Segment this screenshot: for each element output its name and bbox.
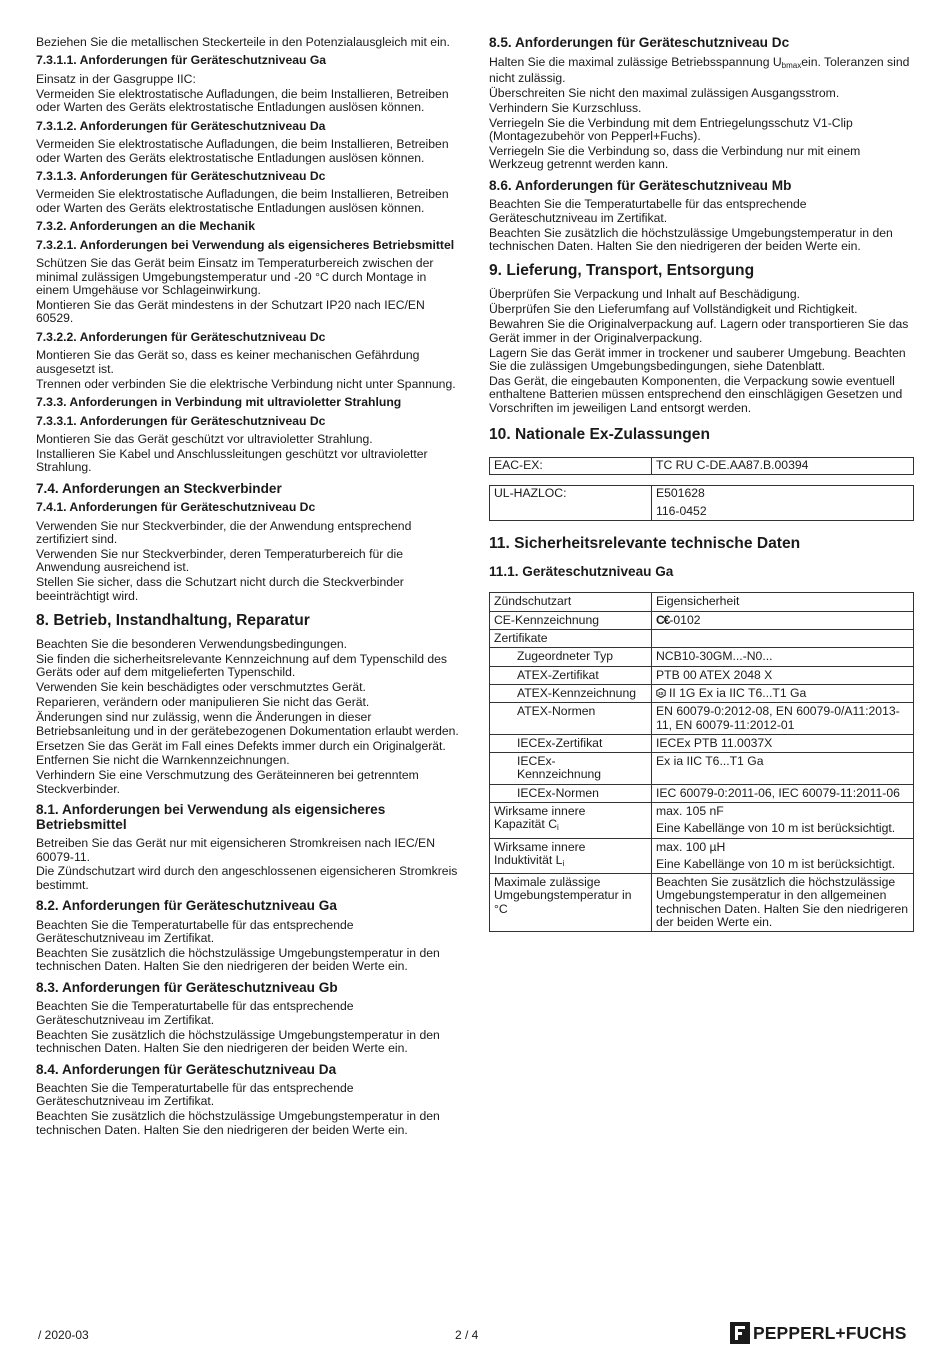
table-key: ATEX-Kennzeichnung: [490, 684, 652, 702]
cell-line: max. 100 µH: [656, 839, 726, 854]
paragraph: Beachten Sie zusätzlich die höchstzulässige Umgebungstemperatur in den technischen Daten. Halten Sie den niedrigeren der beiden Werte ein.: [36, 1027, 440, 1056]
right-column: [489, 36, 914, 932]
text-span: Wirksame innere Induktivität L: [494, 839, 586, 867]
cell-line: Eine Kabellänge von 10 m ist berücksichtigt.: [656, 856, 896, 871]
cell-line: E501628: [656, 486, 705, 501]
paragraph: Verhindern Sie eine Verschmutzung des Geräteinneren bei getrenntem Steckverbinder.: [36, 768, 419, 796]
footer-page-number: 2 / 4: [455, 1328, 479, 1342]
table-key: Zündschutzart: [490, 593, 652, 611]
table-value: EN 60079-0:2012-08, EN 60079-0/A11:2013-11, EN 60079-11:2012-01: [652, 703, 914, 735]
table-row: [490, 784, 914, 802]
table-value: Eigensicherheit: [652, 593, 914, 611]
paragraph: Stellen Sie sicher, dass die Schutzart nicht durch die Steckverbinder beeinträchtigt wird.: [36, 575, 404, 603]
paragraph: Schützen Sie das Gerät beim Einsatz im Temperaturbereich zwischen der minimal zulässigen Umgebungstemperatur und -20 °C durch Montage in einem Umgehäuse vor Schlageinwirkung.: [36, 256, 434, 298]
paragraph: Beachten Sie die besonderen Verwendungsbedingungen.: [36, 637, 348, 652]
paragraph: Reparieren, verändern oder manipulieren Sie nicht das Gerät.: [36, 695, 370, 710]
table-value: [652, 838, 914, 874]
subscript: i: [562, 858, 565, 868]
table-key: [490, 838, 652, 874]
table-key: IECEx-Zertifikat: [490, 734, 652, 752]
paragraph: Montieren Sie das Gerät mindestens in der Schutzart IP20 nach IEC/EN 60529.: [36, 297, 425, 326]
paragraph: Einsatz in der Gasgruppe IIC:: [36, 71, 196, 86]
paragraph: Das Gerät, die eingebauten Komponenten, die Verpackung sowie eventuell enthaltene Batterien müssen entsprechend den einschlägigen Gesetzen und Vorschriften im jeweiligen Land entsorgt werden.: [489, 373, 903, 415]
brand-name: PEPPERL+FUCHS: [753, 1322, 907, 1343]
paragraph: Bewahren Sie die Originalverpackung auf. Lagern oder transportieren Sie das Gerät immer in der Originalverpackung.: [489, 317, 909, 345]
heading-7-4-1: 7.4.1. Anforderungen für Geräteschutzniveau Dc: [36, 500, 316, 515]
eac-table: [489, 457, 914, 475]
paragraph: Sie finden die sicherheitsrelevante Kennzeichnung auf dem Typenschild des Geräts oder auf dem mitgelieferten Typenschild.: [36, 652, 448, 680]
heading-8-3: 8.3. Anforderungen für Geräteschutzniveau Gb: [36, 979, 338, 995]
table-row: [490, 648, 914, 666]
table-row: [490, 486, 914, 521]
paragraph: [489, 56, 914, 86]
paragraph: Die Zündschutzart wird durch den angeschlossenen eigensicheren Stromkreis bestimmt.: [36, 864, 458, 892]
paragraph: Installieren Sie Kabel und Anschlussleitungen geschützt vor ultravioletter Strahlung.: [36, 446, 428, 475]
table-value: [652, 684, 914, 702]
table-value: Ex ia IIC T6...T1 Ga: [652, 753, 914, 785]
ce-mark-icon: C​€: [656, 612, 670, 627]
table-value: PTB 00 ATEX 2048 X: [652, 666, 914, 684]
heading-7-3-1-3: 7.3.1.3. Anforderungen für Geräteschutzniveau Dc: [36, 168, 326, 183]
heading-7-3-3: 7.3.3. Anforderungen in Verbindung mit ultravioletter Strahlung: [36, 395, 402, 409]
heading-9: 9. Lieferung, Transport, Entsorgung: [489, 262, 755, 280]
table-key: [490, 802, 652, 838]
table-key: IECEx-Kennzeichnung: [490, 753, 652, 785]
heading-7-3-2-2: 7.3.2.2. Anforderungen für Geräteschutzniveau Dc: [36, 329, 326, 344]
paragraph: Verwenden Sie nur Steckverbinder, die der Anwendung entsprechend zertifiziert sind.: [36, 518, 412, 547]
heading-8-5: 8.5. Anforderungen für Geräteschutzniveau Dc: [489, 35, 790, 50]
heading-7-3-1-2: 7.3.1.2. Anforderungen für Geräteschutzniveau Da: [36, 118, 326, 133]
table-value: IEC 60079-0:2011-06, IEC 60079-11:2011-06: [652, 784, 914, 802]
table-value: [652, 802, 914, 838]
paragraph: Überprüfen Sie Verpackung und Inhalt auf Beschädigung.: [489, 287, 801, 302]
cell-line: max. 105 nF: [656, 803, 724, 818]
heading-8-6: 8.6. Anforderungen für Geräteschutzniveau Mb: [489, 177, 792, 193]
table-key: EAC-EX:: [490, 458, 652, 475]
pepperl-fuchs-logo-icon: [730, 1322, 750, 1344]
table-value: NCB10-30GM...-N0...: [652, 648, 914, 666]
table-value: IECEx PTB 11.0037X: [652, 734, 914, 752]
paragraph: Montieren Sie das Gerät so, dass es keiner mechanischen Gefährdung ausgesetzt ist.: [36, 348, 420, 376]
brand-logo: [730, 1322, 907, 1344]
ul-table: [489, 485, 914, 521]
table-row: [490, 802, 914, 838]
table-key: ATEX-Zertifikat: [490, 666, 652, 684]
table-value: [652, 630, 914, 648]
table-key: Zertifikate: [490, 630, 652, 648]
left-column: [36, 36, 460, 1139]
paragraph: Verriegeln Sie die Verbindung so, dass die Verbindung nur mit einem Werkzeug getrennt werden kann.: [489, 143, 861, 172]
heading-7-3-2-1: 7.3.2.1. Anforderungen bei Verwendung als eigensicheres Betriebsmittel: [36, 237, 455, 252]
heading-11: 11. Sicherheitsrelevante technische Daten: [489, 534, 801, 552]
cell-line: Eine Kabellänge von 10 m ist berücksichtigt.: [656, 821, 896, 836]
table-row: [490, 734, 914, 752]
paragraph: Trennen oder verbinden Sie die elektrische Verbindung nicht unter Spannung.: [36, 376, 456, 391]
heading-8: 8. Betrieb, Instandhaltung, Reparatur: [36, 612, 310, 630]
table-value: [652, 611, 914, 629]
table-value: Beachten Sie zusätzlich die höchstzulässige Umgebungstemperatur in den allgemeinen technischen Daten. Halten Sie den niedrigeren der beiden Werte ein.: [652, 874, 914, 932]
heading-7-3-3-1: 7.3.3.1. Anforderungen für Geräteschutzniveau Dc: [36, 413, 326, 428]
text-span: Halten Sie die maximal zulässige Betriebsspannung U: [489, 54, 782, 69]
heading-7-4: 7.4. Anforderungen an Steckverbinder: [36, 480, 282, 496]
paragraph: Vermeiden Sie elektrostatische Aufladungen, die beim Installieren, Betreiben oder Warten des Geräts elektrostatische Entladungen auslösen können.: [36, 137, 449, 165]
paragraph: Änderungen sind nur zulässig, wenn die Änderungen in dieser Betriebsanleitung und in der gerätebezogenen Dokumentation erlaubt werden.: [36, 710, 459, 738]
table-key: Maximale zulässige Umgebungstemperatur in °C: [490, 874, 652, 932]
paragraph: Ersetzen Sie das Gerät im Fall eines Defekts immer durch ein Originalgerät.: [36, 738, 446, 753]
paragraph: Montieren Sie das Gerät geschützt vor ultravioletter Strahlung.: [36, 432, 373, 446]
heading-10: 10. Nationale Ex-Zulassungen: [489, 426, 710, 444]
heading-8-2: 8.2. Anforderungen für Geräteschutzniveau Ga: [36, 898, 337, 914]
paragraph: Beachten Sie zusätzlich die höchstzulässige Umgebungstemperatur in den technischen Daten. Halten Sie den niedrigeren der beiden Werte ein.: [489, 225, 893, 253]
paragraph: Beachten Sie zusätzlich die höchstzulässige Umgebungstemperatur in den technischen Daten. Halten Sie den niedrigeren der beiden Werte ein.: [36, 1109, 440, 1137]
paragraph: Beachten Sie die Temperaturtabelle für das entsprechende Geräteschutzniveau im Zertifikat.: [489, 197, 807, 225]
table-row: [490, 703, 914, 735]
table-key: ATEX-Normen: [490, 703, 652, 735]
table-row: [490, 666, 914, 684]
table-key: CE-Kennzeichnung: [490, 611, 652, 629]
table-row: [490, 630, 914, 648]
table-row: [490, 611, 914, 629]
subscript: bmax: [781, 60, 802, 70]
paragraph: Vermeiden Sie elektrostatische Aufladungen, die beim Installieren, Betreiben oder Warten des Geräts elektrostatische Entladungen auslösen können.: [36, 86, 449, 115]
paragraph: Lagern Sie das Gerät immer in trockener und sauberer Umgebung. Beachten Sie die zulässigen Umgebungsbedingungen, siehe Datenblatt.: [489, 345, 906, 373]
paragraph: Verhindern Sie Kurzschluss.: [489, 100, 642, 115]
table-key: UL-HAZLOC:: [490, 486, 652, 521]
heading-11-1: 11.1. Geräteschutzniveau Ga: [489, 563, 674, 579]
table-row: [490, 838, 914, 874]
table-row: [490, 753, 914, 785]
table-key: Zugeordneter Typ: [490, 648, 652, 666]
heading-7-3-2: 7.3.2. Anforderungen an die Mechanik: [36, 219, 255, 234]
table-row: [490, 593, 914, 611]
paragraph: Beachten Sie die Temperaturtabelle für das entsprechende Geräteschutzniveau im Zertifikat.: [36, 917, 354, 946]
paragraph: Beziehen Sie die metallischen Steckerteile in den Potenzialausgleich mit ein.: [36, 35, 450, 49]
table-row: [490, 458, 914, 475]
paragraph: Beachten Sie die Temperaturtabelle für das entsprechende Geräteschutzniveau im Zertifikat.: [36, 999, 354, 1027]
svg-text:εx: εx: [658, 691, 664, 698]
paragraph: Überschreiten Sie nicht den maximal zulässigen Ausgangsstrom.: [489, 85, 840, 100]
ex-hexagon-icon: [656, 688, 666, 698]
paragraph: Verwenden Sie kein beschädigtes oder verschmutztes Gerät.: [36, 680, 366, 695]
paragraph: Überprüfen Sie den Lieferumfang auf Vollständigkeit und Richtigkeit.: [489, 302, 858, 317]
paragraph: Beachten Sie zusätzlich die höchstzulässige Umgebungstemperatur in den technischen Daten. Halten Sie den niedrigeren der beiden Werte ein.: [36, 946, 440, 974]
text-span: Wirksame innere Kapazität C: [494, 803, 586, 832]
table-row: [490, 684, 914, 702]
footer-date: / 2020-03: [38, 1328, 89, 1342]
paragraph: Betreiben Sie das Gerät nur mit eigensicheren Stromkreisen nach IEC/EN 60079-11.: [36, 836, 435, 864]
table-value: TC RU C-DE.AA87.B.00394: [652, 458, 914, 475]
paragraph: Verwenden Sie nur Steckverbinder, deren Temperaturbereich für die Anwendung ausreichend ist.: [36, 547, 403, 575]
paragraph: Beachten Sie die Temperaturtabelle für das entsprechende Geräteschutzniveau im Zertifikat.: [36, 1081, 354, 1109]
paragraph: Vermeiden Sie elektrostatische Aufladungen, die beim Installieren, Betreiben oder Warten des Geräts elektrostatische Entladungen auslösen können.: [36, 187, 449, 215]
text-span: II 1G Ex ia IIC T6...T1 Ga: [669, 685, 807, 700]
cell-line: 116-0452: [656, 503, 707, 518]
paragraph: Entfernen Sie nicht die Warnkennzeichnungen.: [36, 753, 290, 768]
text-span: -0102: [669, 612, 701, 627]
table-row: [490, 874, 914, 932]
table-key: IECEx-Normen: [490, 784, 652, 802]
heading-8-4: 8.4. Anforderungen für Geräteschutzniveau Da: [36, 1061, 337, 1077]
safety-data-table: [489, 592, 914, 932]
heading-7-3-1-1: 7.3.1.1. Anforderungen für Geräteschutzniveau Ga: [36, 53, 327, 68]
text-span: ein. Toleranzen sind nicht zulässig.: [489, 54, 910, 85]
table-value: [652, 486, 914, 521]
heading-8-1: 8.1. Anforderungen bei Verwendung als eigensicheres Betriebsmittel: [36, 802, 386, 832]
subscript: i: [557, 823, 559, 833]
paragraph: Verriegeln Sie die Verbindung mit dem Entriegelungsschutz V1-Clip (Montagezubehör von Pepperl+Fuchs).: [489, 115, 853, 144]
